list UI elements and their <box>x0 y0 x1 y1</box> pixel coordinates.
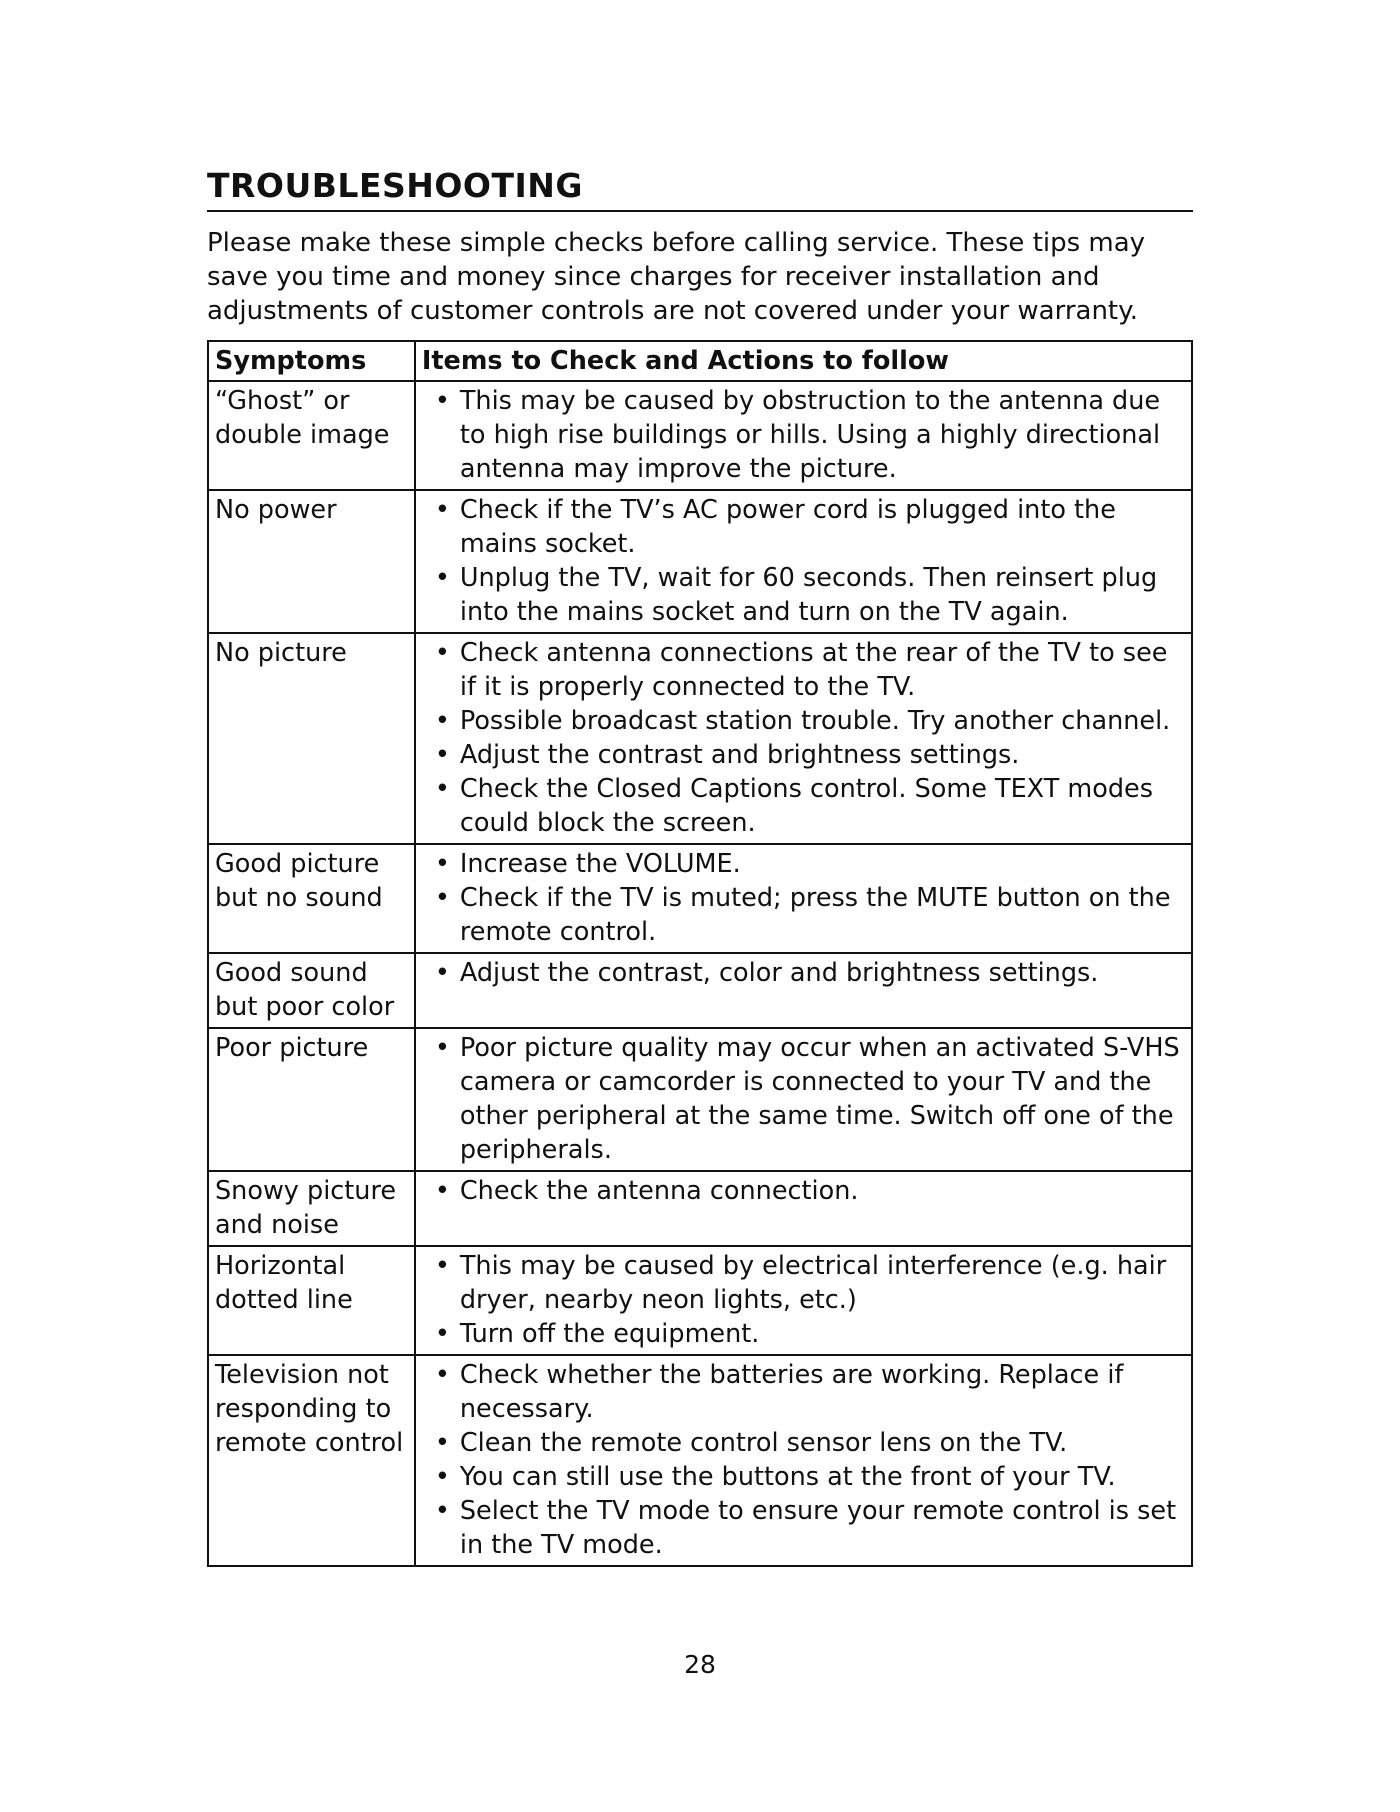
action-item: • Poor picture quality may occur when an activated S-VHS camera or camcorder is connected to your TV and the other peripheral at the same time. Switch off one of the peripherals. <box>435 1031 1187 1167</box>
action-list <box>422 1249 1187 1351</box>
action-cell <box>415 633 1192 844</box>
action-item: • Adjust the contrast and brightness settings. <box>435 738 1187 772</box>
action-item: • Check if the TV’s AC power cord is plugged into the mains socket. <box>435 493 1187 561</box>
action-list <box>422 956 1187 990</box>
action-cell <box>415 953 1192 1028</box>
action-item: • Check whether the batteries are working. Replace if necessary. <box>435 1358 1187 1426</box>
header-symptoms: Symptoms <box>208 341 415 381</box>
action-cell <box>415 1355 1192 1566</box>
action-item: • Check antenna connections at the rear of the TV to see if it is properly connected to the TV. <box>435 636 1187 704</box>
symptom-cell: “Ghost” or double image <box>208 381 415 490</box>
table-row <box>208 381 1192 490</box>
symptom-cell: No picture <box>208 633 415 844</box>
table-row <box>208 953 1192 1028</box>
table-body <box>208 381 1192 1566</box>
intro-paragraph: Please make these simple checks before calling service. These tips may save you time and money since charges for receiver installation and adjustments of customer controls are not covered under your warranty. <box>207 228 1146 326</box>
page-number: 28 <box>684 1650 716 1679</box>
table-row <box>208 1246 1192 1355</box>
action-item: • This may be caused by electrical interference (e.g. hair dryer, nearby neon lights, etc.) <box>435 1249 1187 1317</box>
document-page <box>207 166 1193 1567</box>
action-item: • Increase the VOLUME. <box>435 847 1187 881</box>
symptom-cell: No power <box>208 490 415 633</box>
table-row <box>208 633 1192 844</box>
action-item: • Turn off the equipment. <box>435 1317 1187 1351</box>
action-item: • Check the Closed Captions control. Some TEXT modes could block the screen. <box>435 772 1187 840</box>
action-list <box>422 1174 1187 1208</box>
action-item: • Clean the remote control sensor lens on the TV. <box>435 1426 1187 1460</box>
action-list <box>422 847 1187 949</box>
table-row <box>208 1355 1192 1566</box>
symptom-cell: Television not responding to remote control <box>208 1355 415 1566</box>
action-item: • Unplug the TV, wait for 60 seconds. Then reinsert plug into the mains socket and turn on the TV again. <box>435 561 1187 629</box>
symptom-cell: Poor picture <box>208 1028 415 1171</box>
action-cell <box>415 1171 1192 1246</box>
action-cell <box>415 381 1192 490</box>
troubleshooting-table <box>207 340 1193 1567</box>
action-item: • Check if the TV is muted; press the MUTE button on the remote control. <box>435 881 1187 949</box>
action-list <box>422 384 1187 486</box>
action-list <box>422 493 1187 629</box>
action-item: • Possible broadcast station trouble. Try another channel. <box>435 704 1187 738</box>
action-cell <box>415 844 1192 953</box>
header-actions: Items to Check and Actions to follow <box>415 341 1192 381</box>
page-title: TROUBLESHOOTING <box>207 166 1193 212</box>
action-list <box>422 636 1187 840</box>
action-cell <box>415 490 1192 633</box>
action-cell <box>415 1246 1192 1355</box>
symptom-cell: Snowy picture and noise <box>208 1171 415 1246</box>
symptom-cell: Good picture but no sound <box>208 844 415 953</box>
action-cell <box>415 1028 1192 1171</box>
action-item: • Select the TV mode to ensure your remote control is set in the TV mode. <box>435 1494 1187 1562</box>
table-row <box>208 490 1192 633</box>
symptom-cell: Horizontal dotted line <box>208 1246 415 1355</box>
action-item: • Adjust the contrast, color and brightness settings. <box>435 956 1187 990</box>
action-list <box>422 1031 1187 1167</box>
action-item: • You can still use the buttons at the front of your TV. <box>435 1460 1187 1494</box>
table-header-row <box>208 341 1192 381</box>
table-row <box>208 1171 1192 1246</box>
action-item: • This may be caused by obstruction to the antenna due to high rise buildings or hills. Using a highly directional antenna may improve the picture. <box>435 384 1187 486</box>
table-row <box>208 1028 1192 1171</box>
symptom-cell: Good sound but poor color <box>208 953 415 1028</box>
action-item: • Check the antenna connection. <box>435 1174 1187 1208</box>
table-row <box>208 844 1192 953</box>
action-list <box>422 1358 1187 1562</box>
